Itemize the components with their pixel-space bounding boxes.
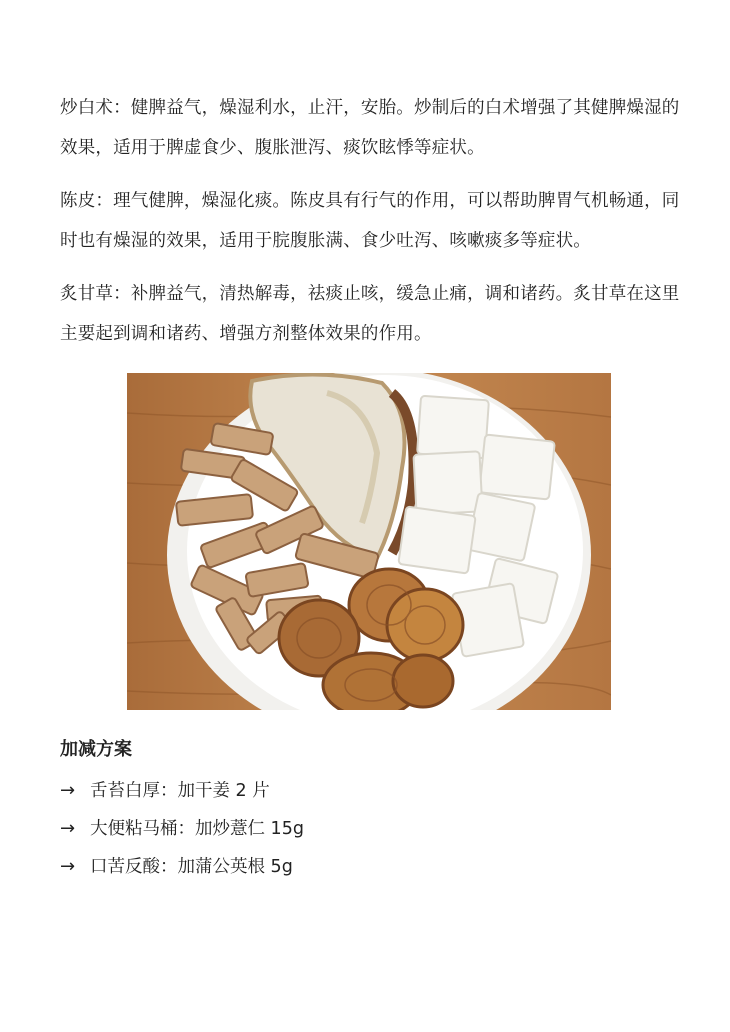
herb-paragraph-chenpi: 陈皮：理气健脾，燥湿化痰。陈皮具有行气的作用，可以帮助脾胃气机畅通，同时也有燥湿的效果，适用于脘腹胀满、食少吐泻、咳嗽痰多等症状。 [60,191,680,251]
herb-paragraph-gancao: 炙甘草：补脾益气，清热解毒，祛痰止咳，缓急止痛，调和诸药。炙甘草在这里主要起到调和诸药、增强方剂整体效果的作用。 [60,284,680,344]
list-item [60,810,304,848]
arrow-icon: → [60,818,76,839]
adjustment-list [60,772,304,886]
herbs-photo [127,373,611,710]
arrow-icon: → [60,780,76,801]
list-item-text: 口苦反酸：加蒲公英根 5g [90,857,293,877]
list-item-text: 舌苔白厚：加干姜 2 片 [90,781,270,801]
list-item [60,772,304,810]
list-item-text: 大便粘马桶：加炒薏仁 15g [90,819,304,839]
herb-paragraph-baizhu: 炒白术：健脾益气，燥湿利水，止汗，安胎。炒制后的白术增强了其健脾燥湿的效果，适用于脾虚食少、腹胀泄泻、痰饮眩悸等症状。 [60,98,680,158]
arrow-icon: → [60,856,76,877]
list-item [60,848,304,886]
section-title-adjustments: 加减方案 [60,739,132,760]
